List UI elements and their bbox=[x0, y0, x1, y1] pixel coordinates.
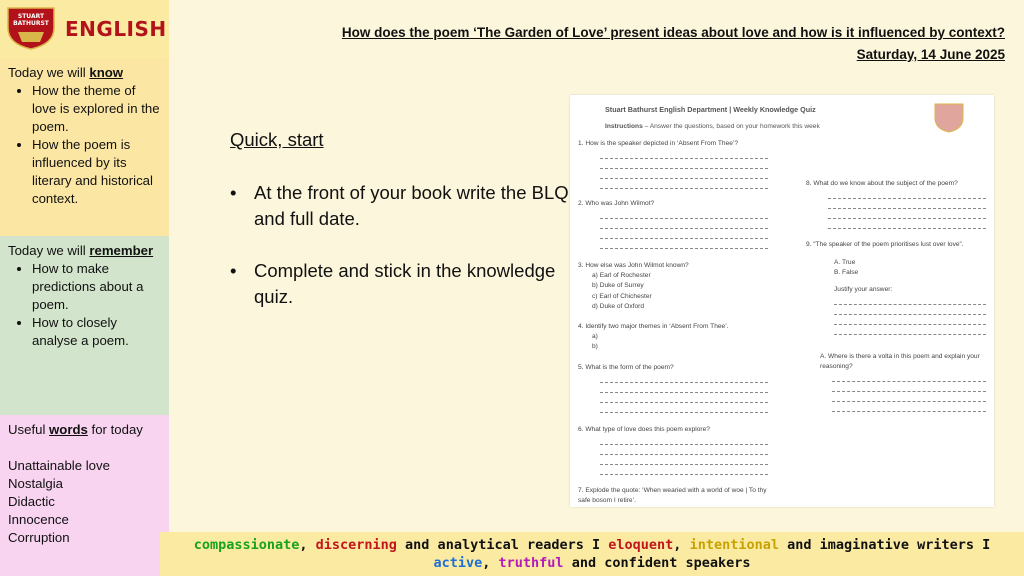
know-panel bbox=[0, 58, 169, 236]
school-badge-icon bbox=[932, 101, 966, 133]
logo-banner bbox=[0, 0, 169, 58]
page-title bbox=[342, 22, 1005, 66]
quiz-question: 2. Who was John Wilmot? bbox=[578, 199, 768, 249]
quiz-question: 7. Explode the quote: ‘When wearied with a world of woe | To thy safe bosom I retire’. bbox=[578, 487, 767, 505]
remember-panel bbox=[0, 236, 169, 415]
instruction-item: • Complete and stick in the knowledge quiz. bbox=[230, 258, 570, 310]
word-item: Nostalgia bbox=[8, 476, 63, 491]
sidebar bbox=[0, 0, 169, 576]
value-word: discerning bbox=[315, 537, 397, 553]
crest-line-2: BATHURST bbox=[13, 20, 49, 27]
words-heading: Useful words for today bbox=[8, 422, 143, 437]
instruction-item: • At the front of your book write the BLQ and full date. bbox=[230, 180, 570, 232]
value-text: and imaginative writers I bbox=[778, 537, 991, 553]
word-item: Innocence bbox=[8, 512, 69, 527]
value-text: and analytical readers bbox=[396, 537, 592, 553]
values-banner bbox=[160, 532, 1024, 576]
quiz-question: 5. What is the form of the poem? bbox=[578, 363, 768, 413]
instruction-list bbox=[230, 180, 570, 336]
values-line-2 bbox=[160, 554, 1024, 572]
words-panel bbox=[0, 415, 169, 576]
lesson-date: Saturday, 14 June 2025 bbox=[856, 47, 1005, 62]
value-sep: I bbox=[592, 537, 609, 553]
value-sep: , bbox=[673, 537, 690, 553]
lesson-question: How does the poem ‘The Garden of Love’ present ideas about love and how is it influenced by context? bbox=[341, 25, 1005, 40]
words-list bbox=[8, 457, 163, 547]
know-item: • How the theme of love is explored in the poem. bbox=[32, 82, 163, 136]
bullet-icon: • bbox=[230, 182, 237, 203]
value-word: truthful bbox=[498, 555, 564, 571]
bullet-icon: • bbox=[230, 260, 237, 281]
value-sep: , bbox=[299, 537, 316, 553]
quiz-instructions: Instructions – Answer the questions, based on your homework this week bbox=[605, 123, 820, 130]
crest-line-1: STUART bbox=[17, 13, 45, 20]
school-crest-icon bbox=[4, 2, 58, 50]
value-sep: , bbox=[482, 555, 499, 571]
knowledge-quiz-sheet bbox=[570, 95, 994, 507]
word-item: Unattainable love bbox=[8, 458, 110, 473]
quiz-question: 3. How else was John Wilmot known? a) Earl of Rochester b) Duke of Surrey c) Earl of Chichester d) Duke of Oxford bbox=[578, 262, 689, 310]
word-item: Didactic bbox=[8, 494, 55, 509]
quiz-question: A. Where is there a volta in this poem and explain your reasoning? bbox=[820, 352, 986, 412]
remember-item: • How to closely analyse a poem. bbox=[32, 314, 163, 350]
value-word: compassionate bbox=[193, 537, 300, 553]
remember-list bbox=[8, 260, 163, 350]
value-text: and confident speakers bbox=[563, 555, 751, 571]
remember-item: • How to make predictions about a poem. bbox=[32, 260, 163, 314]
value-word: intentional bbox=[689, 537, 779, 553]
quiz-question: 9. “The speaker of the poem prioritises lust over love”. A. True B. False Justify your answer: bbox=[806, 240, 986, 335]
value-word: eloquent bbox=[608, 537, 674, 553]
know-item: • How the poem is influenced by its literary and historical context. bbox=[32, 136, 163, 208]
quiz-question: 4. Identify two major themes in ‘Absent From Thee’. a) b) bbox=[578, 323, 729, 351]
values-line-1 bbox=[160, 536, 1024, 554]
quiz-question: 6. What type of love does this poem explore? bbox=[578, 425, 768, 475]
quiz-header: Stuart Bathurst English Department | Weekly Knowledge Quiz bbox=[605, 105, 816, 114]
quiz-question: 8. What do we know about the subject of the poem? bbox=[806, 179, 986, 229]
remember-heading: Today we will remember bbox=[8, 243, 154, 258]
logo-text: ENGLISH bbox=[65, 17, 167, 41]
value-word: active bbox=[433, 555, 483, 571]
quick-start-heading: Quick, start bbox=[230, 129, 324, 150]
know-heading: Today we will know bbox=[8, 65, 124, 80]
quiz-question: 1. How is the speaker depicted in ‘Absent From Thee’? bbox=[578, 139, 768, 189]
word-item: Corruption bbox=[8, 530, 70, 545]
know-list bbox=[8, 82, 163, 208]
